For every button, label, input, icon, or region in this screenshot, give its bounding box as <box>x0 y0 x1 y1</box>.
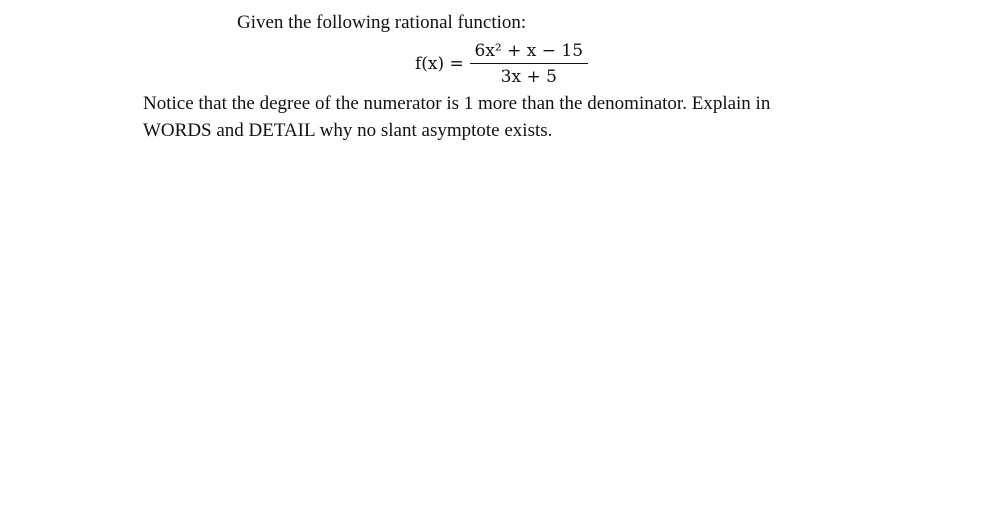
question-text: Notice that the degree of the numerator is 1 more than the denominator. Explain in WORDS and DETAIL why no slant asymptote exists. <box>143 93 771 141</box>
rational-function-equation <box>415 38 588 90</box>
fraction <box>470 40 588 89</box>
fraction-denominator: 3x + 5 <box>500 67 557 88</box>
fraction-numerator: 6x² + x − 15 <box>474 40 584 61</box>
function-lhs: f(x) = <box>415 54 464 74</box>
intro-text: Given the following rational function: <box>237 12 527 33</box>
